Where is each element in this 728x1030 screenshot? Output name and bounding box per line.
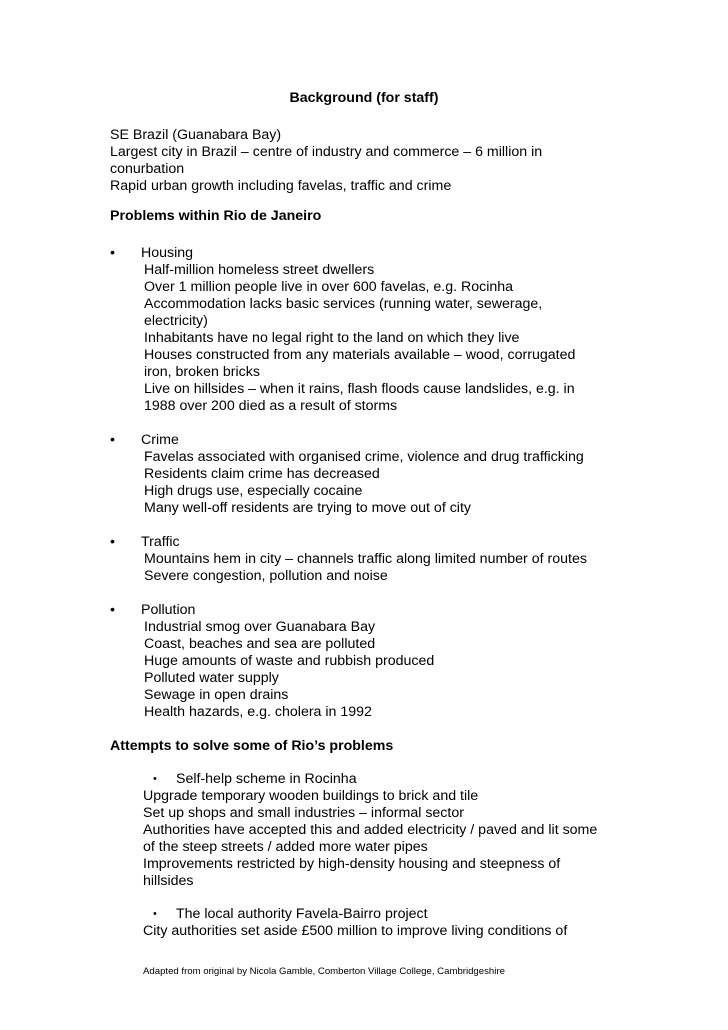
attempt-section-rocinha [143, 771, 663, 890]
attempt-label: The local authority Favela-Bairro project [176, 906, 428, 922]
bullet-icon: • [110, 534, 115, 550]
list-item: electricity) [144, 313, 208, 329]
list-item: Favelas associated with organised crime, violence and drug trafficking [144, 449, 584, 465]
intro-line: conurbation [110, 161, 185, 177]
list-item: iron, broken bricks [144, 364, 260, 380]
problem-label: Pollution [141, 602, 196, 618]
list-item: Coast, beaches and sea are polluted [144, 636, 376, 652]
problem-label: Housing [141, 245, 194, 261]
list-item: High drugs use, especially cocaine [144, 483, 363, 499]
intro-line: Rapid urban growth including favelas, traffic and crime [110, 178, 452, 194]
list-item: Houses constructed from any materials available – wood, corrugated [144, 347, 576, 363]
list-item: Mountains hem in city – channels traffic along limited number of routes [144, 551, 587, 567]
list-item: Live on hillsides – when it rains, flash floods cause landslides, e.g. in [144, 381, 575, 397]
list-item: 1988 over 200 died as a result of storms [144, 398, 398, 414]
bullet-icon: • [110, 602, 115, 618]
list-item: Inhabitants have no legal right to the land on which they live [144, 330, 520, 346]
problem-label: Crime [141, 432, 179, 448]
list-item: hillsides [143, 873, 194, 889]
problem-label: Traffic [141, 534, 180, 550]
problem-section-crime [110, 432, 670, 517]
list-item: Upgrade temporary wooden buildings to brick and tile [143, 788, 479, 804]
problem-section-traffic [110, 534, 670, 585]
problems-heading: Problems within Rio de Janeiro [110, 208, 322, 224]
list-item: Improvements restricted by high-density housing and steepness of [143, 856, 561, 872]
bullet-icon: • [110, 245, 115, 261]
list-item: Over 1 million people live in over 600 favelas, e.g. Rocinha [144, 279, 514, 295]
footer-credit: Adapted from original by Nicola Gamble, Comberton Village College, Cambridgeshire [143, 966, 505, 977]
list-item: Industrial smog over Guanabara Bay [144, 619, 376, 635]
list-item: Accommodation lacks basic services (running water, sewerage, [144, 296, 543, 312]
list-item: City authorities set aside £500 million to improve living conditions of [143, 923, 568, 939]
list-item: Authorities have accepted this and added electricity / paved and lit some [143, 822, 598, 838]
problem-section-pollution [110, 602, 670, 721]
list-item: Health hazards, e.g. cholera in 1992 [144, 704, 372, 720]
list-item: Set up shops and small industries – informal sector [143, 805, 464, 821]
list-item: Many well-off residents are trying to move out of city [144, 500, 471, 516]
list-item: Half-million homeless street dwellers [144, 262, 375, 278]
problem-section-housing [110, 245, 670, 415]
bullet-icon: • [110, 432, 115, 448]
bullet-icon: • [153, 908, 157, 920]
list-item: Severe congestion, pollution and noise [144, 568, 388, 584]
list-item: Polluted water supply [144, 670, 279, 686]
list-item: Residents claim crime has decreased [144, 466, 380, 482]
intro-line: Largest city in Brazil – centre of industry and commerce – 6 million in [110, 144, 543, 160]
attempt-label: Self-help scheme in Rocinha [176, 771, 357, 787]
intro-block [110, 127, 670, 195]
attempts-heading: Attempts to solve some of Rio’s problems [110, 738, 394, 754]
intro-line: SE Brazil (Guanabara Bay) [110, 127, 282, 143]
list-item: of the steep streets / added more water pipes [143, 839, 428, 855]
bullet-icon: • [153, 773, 157, 785]
list-item: Sewage in open drains [144, 687, 289, 703]
page-title: Background (for staff) [289, 90, 439, 106]
list-item: Huge amounts of waste and rubbish produced [144, 653, 435, 669]
attempt-section-favela-bairro [143, 906, 663, 940]
